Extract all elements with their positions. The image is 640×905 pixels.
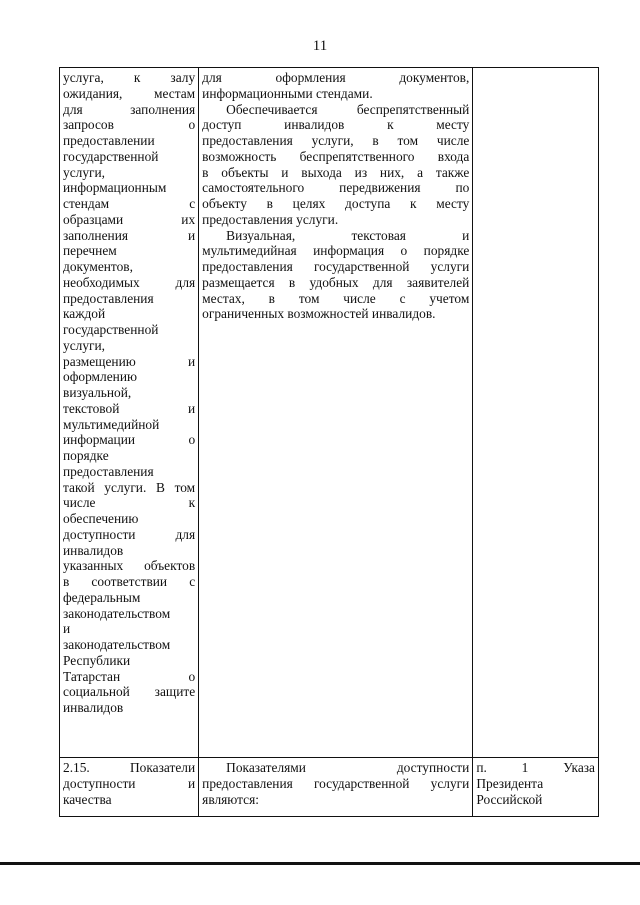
cell-text-line: услуги,: [63, 164, 106, 180]
cell-text-line: для заполнения: [63, 101, 196, 117]
cell-text-line: и: [63, 621, 71, 637]
cell-text-line: качества: [63, 791, 112, 807]
page-number: 11: [312, 38, 328, 54]
cell-text-line: запросов о: [63, 117, 196, 133]
cell-text-line: услуги,: [63, 337, 106, 353]
cell-text-line: Президента: [476, 775, 544, 791]
cell-text-line: в объекты и выхода из них, а также: [202, 164, 470, 180]
cell-text-line: оформлению: [63, 369, 137, 385]
requirement-content-cell: [199, 758, 473, 817]
cell-text-line: государственной: [63, 148, 159, 164]
cell-text-line: информации о: [63, 432, 196, 448]
cell-text-line: ожидания, местам: [63, 85, 196, 101]
cell-text-line: 2.15. Показатели: [63, 760, 196, 775]
cell-text-line: инвалидов: [63, 542, 124, 558]
cell-text-line: перечнем: [63, 243, 117, 259]
legal-basis-cell: [473, 758, 599, 817]
cell-text-line: государственной: [63, 322, 159, 337]
cell-text-line: для оформления документов,: [202, 70, 470, 85]
cell-text-line: обеспечению: [63, 511, 139, 526]
cell-text-line: доступ инвалидов к месту: [202, 117, 470, 133]
cell-text-line: каждой: [63, 306, 106, 322]
cell-text-line: п. 1 Указа: [476, 760, 595, 775]
cell-text-line: предоставления государственной услуги: [202, 775, 470, 791]
requirement-name-cell: [60, 68, 199, 758]
cell-text-line: услуга, к залу: [63, 70, 196, 85]
cell-text-line: образцами их: [63, 211, 196, 227]
cell-text-line: предоставления: [63, 463, 154, 479]
cell-text-line: Российской: [476, 791, 543, 807]
cell-text-line: порядке: [63, 448, 109, 463]
cell-text-line: возможность беспрепятственного входа: [202, 148, 470, 164]
cell-text-line: доступности и: [63, 775, 196, 791]
cell-text-line: документов,: [63, 259, 133, 274]
cell-text-line: информационными стендами.: [202, 85, 373, 101]
cell-text-line: необходимых для: [63, 274, 196, 290]
cell-text-line: указанных объектов: [63, 558, 196, 574]
cell-text-line: информационным: [63, 180, 167, 196]
cell-text-line: ограниченных возможностей инвалидов.: [202, 306, 436, 322]
cell-text-line: визуальной,: [63, 385, 132, 400]
cell-text-line: мультимедийная информация о порядке: [202, 243, 470, 259]
cell-text-line: Показателями доступности: [226, 760, 470, 775]
cell-text-line: доступности для: [63, 526, 196, 542]
cell-text-line: федеральным: [63, 589, 141, 605]
cell-text-line: размещается в удобных для заявителей: [202, 274, 470, 290]
cell-text-line: стендам с: [63, 196, 196, 211]
requirement-content-cell: [199, 68, 473, 758]
cell-text-line: Обеспечивается беспрепятственный: [226, 101, 470, 117]
cell-text-line: предоставления услуги, в том числе: [202, 133, 470, 148]
table-row: [60, 758, 599, 817]
legal-basis-cell: [473, 68, 599, 758]
cell-text-line: числе к: [63, 495, 196, 511]
requirement-name-cell: [60, 758, 199, 817]
cell-text-line: заполнения и: [63, 227, 196, 243]
cell-text-line: самостоятельного передвижения по: [202, 180, 470, 196]
cell-text-line: местах, в том числе с учетом: [202, 290, 470, 306]
cell-text-line: законодательством: [63, 605, 171, 621]
cell-text-line: предоставления услуги.: [202, 211, 339, 227]
regulation-table: [59, 67, 599, 817]
cell-text-line: объекту в целях доступа к месту: [202, 196, 470, 211]
cell-text-line: инвалидов: [63, 700, 124, 715]
cell-text-line: предоставления государственной услуги: [202, 259, 470, 274]
table-row: [60, 68, 599, 758]
cell-text-line: текстовой и: [63, 400, 196, 416]
cell-text-line: предоставлении: [63, 133, 155, 148]
cell-text-line: в соответствии с: [63, 574, 196, 589]
cell-text-line: мультимедийной: [63, 416, 160, 432]
cell-text-line: Татарстан о: [63, 668, 196, 684]
cell-text-line: законодательством: [63, 637, 171, 652]
cell-text-line: социальной защите: [63, 684, 196, 700]
cell-text-line: такой услуги. В том: [63, 479, 196, 495]
cell-text-line: размещению и: [63, 353, 196, 369]
page-bottom-rule: [0, 862, 640, 865]
cell-text-line: Визуальная, текстовая и: [226, 227, 470, 243]
cell-text-line: Республики: [63, 652, 131, 668]
cell-text-line: предоставления: [63, 290, 154, 306]
cell-text-line: являются:: [202, 791, 259, 807]
